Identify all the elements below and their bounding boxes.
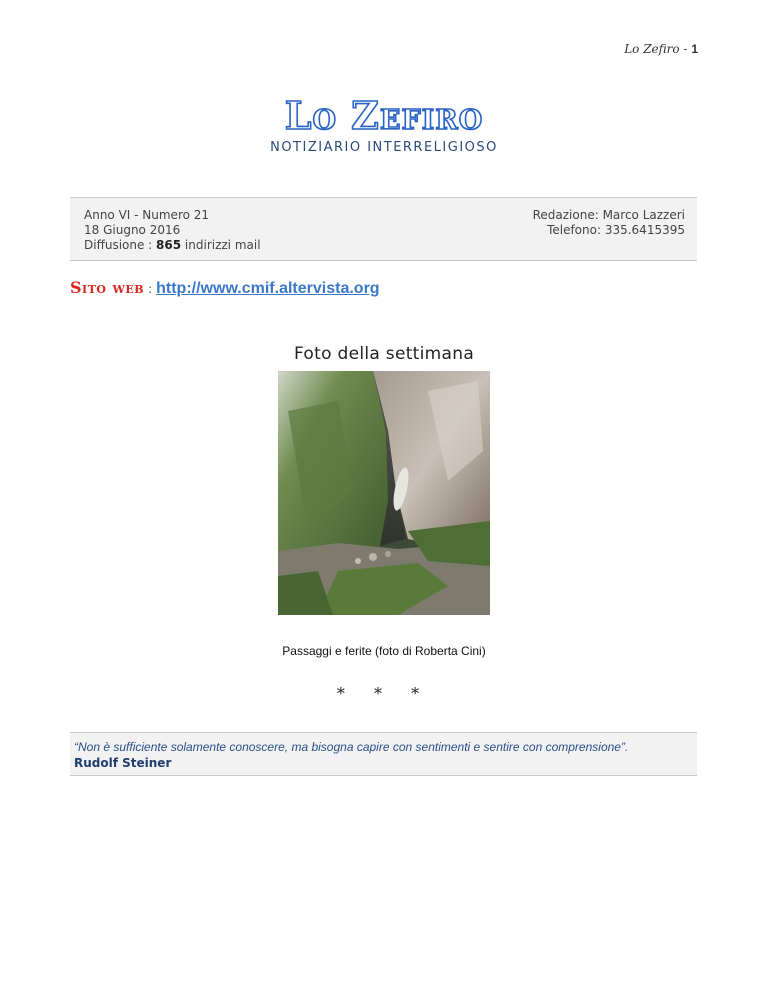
newsletter-subtitle: NOTIZIARIO INTERRELIGIOSO <box>270 140 498 155</box>
issue-number: Anno VI - Numero 21 <box>84 208 210 222</box>
running-header <box>624 42 698 56</box>
quote-text: “Non è sufficiente solamente conoscere, ma bisogna capire con sentimenti e sentire con comprensione”. <box>74 740 629 754</box>
editorial-contacts <box>533 208 685 238</box>
diffusion-count: 865 <box>156 238 182 252</box>
diffusion-label: Diffusione : <box>84 238 157 252</box>
photo-of-the-week <box>278 371 490 615</box>
quote-author: Rudolf Steiner <box>74 756 172 770</box>
running-title: Lo Zefiro - <box>624 42 692 56</box>
website-separator: : <box>148 282 153 296</box>
cave-photo-image <box>278 371 490 615</box>
issue-date: 18 Giugno 2016 <box>84 223 181 237</box>
editor-name: Redazione: Marco Lazzeri <box>532 208 685 222</box>
photo-title: Foto della settimana <box>293 344 475 364</box>
diffusion-suffix: indirizzi mail <box>181 238 261 252</box>
quote-box <box>70 732 697 776</box>
newsletter-title: Lo Zefiro <box>284 93 484 138</box>
section-separator: * * * <box>336 684 432 703</box>
photo-caption: Passaggi e ferite (foto di Roberta Cini) <box>282 644 486 658</box>
website-link[interactable]: http://www.cmif.altervista.org <box>156 280 380 297</box>
issue-details <box>84 208 261 253</box>
issue-info-box <box>70 197 697 261</box>
website-label: Sito web <box>70 278 145 297</box>
page-number: 1 <box>691 42 698 56</box>
phone-number: Telefono: 335.6415395 <box>547 223 685 237</box>
diffusion-line <box>84 238 261 253</box>
website-row <box>70 278 380 298</box>
